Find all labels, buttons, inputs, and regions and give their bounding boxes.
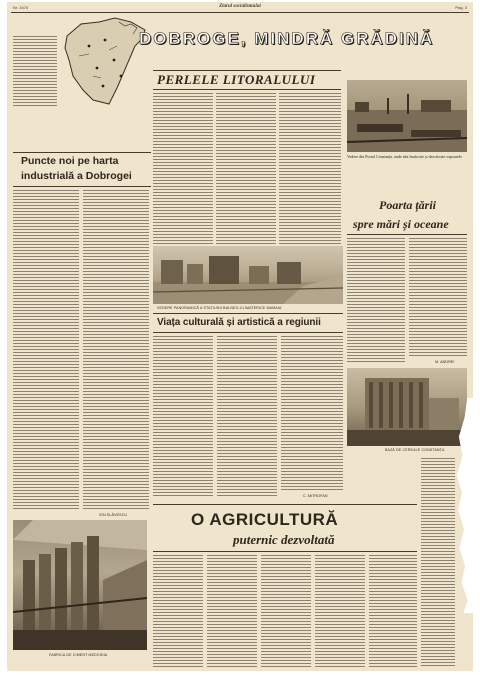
page-number: Pag. 3 xyxy=(455,5,467,10)
issue-number: Nr. 3470 xyxy=(13,5,29,10)
puncte-rule-bottom xyxy=(13,186,151,187)
poarta-title-line1: Poarta țării xyxy=(379,198,437,212)
mamaia-beach-photo xyxy=(153,246,343,304)
agricultura-column-2 xyxy=(207,555,257,667)
newspaper-page xyxy=(7,2,473,671)
poarta-byline: M. ANDREI xyxy=(435,360,455,364)
mamaia-caption: VEDERE PANORAMICĂ A STAȚIUNII BALNEO-CLIMATERICE MAMAIA xyxy=(157,306,282,310)
viata-rule-bottom xyxy=(153,332,343,333)
factory-caption: FABRICA DE CIMENT MEDGIDIA xyxy=(49,653,108,657)
poarta-column-2 xyxy=(409,238,467,358)
agricultura-rule-bottom xyxy=(153,551,417,552)
agricultura-column-5 xyxy=(369,555,417,667)
title-rule-top xyxy=(153,70,341,71)
grain-base-photo xyxy=(347,368,467,446)
harbor-caption: Vedere din Portul Constanța, unde sînt încărcate și descărcate vapoarele xyxy=(347,154,462,159)
puncte-title-line1: Puncte noi pe harta xyxy=(21,155,119,167)
perlele-column-1 xyxy=(153,93,213,245)
agricultura-column-3 xyxy=(261,555,311,667)
puncte-byline: ION SLĂVESCU xyxy=(99,513,128,517)
title-rule-bottom xyxy=(153,89,341,90)
agricultura-title-line2: puternic dezvoltată xyxy=(233,532,335,547)
agricultura-column-1 xyxy=(153,555,203,667)
poarta-column-1 xyxy=(347,238,405,364)
viata-byline: C. MITROFAN xyxy=(303,494,328,498)
viata-title: Viața culturală și artistică a regiunii xyxy=(157,317,321,328)
map-intro-text xyxy=(13,36,57,108)
dobrogea-map xyxy=(59,16,149,108)
poarta-title-line2: spre mări și oceane xyxy=(353,217,449,231)
puncte-column-2 xyxy=(83,190,149,510)
side-column-right xyxy=(421,458,455,667)
cement-factory-photo xyxy=(13,520,147,650)
agricultura-rule-top xyxy=(153,504,417,505)
viata-column-1 xyxy=(153,336,213,496)
header-rule xyxy=(11,12,469,13)
viata-column-2 xyxy=(217,336,277,496)
viata-column-3 xyxy=(281,336,343,492)
perlele-title: PERLELE LITORALULUI xyxy=(157,72,316,87)
viata-rule-top xyxy=(153,313,343,314)
puncte-title-line2: industrială a Dobrogei xyxy=(21,170,132,182)
perlele-column-2 xyxy=(216,93,276,245)
agricultura-column-4 xyxy=(315,555,365,667)
poarta-rule xyxy=(347,234,467,235)
puncte-rule-top xyxy=(13,152,151,153)
grain-caption: BAZĂ DE CEREALE CONSTANȚA xyxy=(385,448,445,452)
harbor-photo xyxy=(347,80,467,152)
agricultura-title-line1: O AGRICULTURĂ xyxy=(191,510,339,529)
perlele-column-3 xyxy=(279,93,341,245)
newspaper-name: Ziarul socialismului xyxy=(219,4,261,9)
puncte-column-1 xyxy=(13,190,79,510)
page-banner: DOBROGE, MINDRĂ GRĂDINĂ xyxy=(139,29,435,48)
